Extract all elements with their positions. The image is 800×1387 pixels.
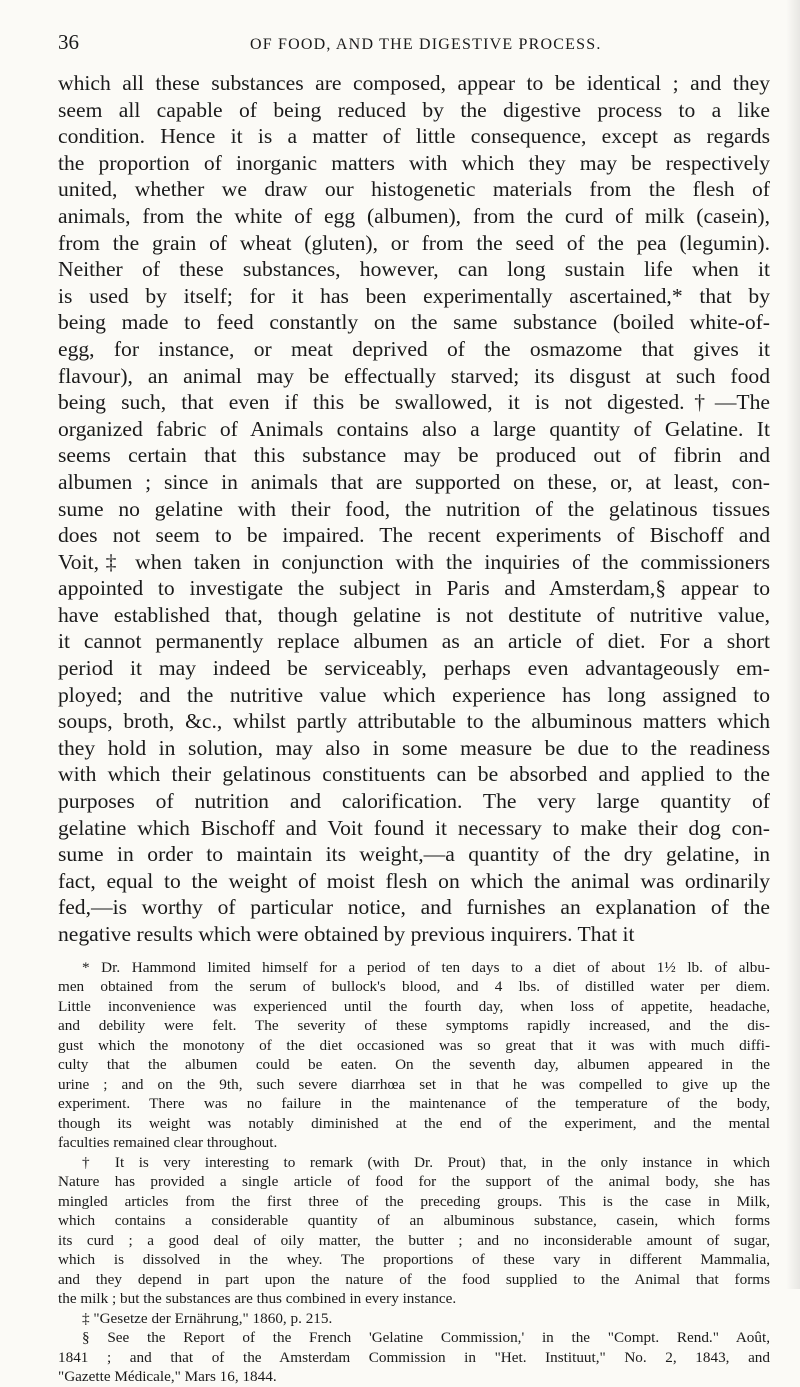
footnote-line: "Gazette Médicale," Mars 16, 1844. [58, 1368, 277, 1386]
body-line: being made to feed constantly on the same substance (boiled white-of- [58, 310, 770, 335]
body-line: united, whether we draw our histogenetic materials from the flesh of [58, 177, 770, 202]
footnote-line: ‡ "Gesetze der Ernährung," 1860, p. 215. [82, 1309, 333, 1327]
body-line: gelatine which Bischoff and Voit found it necessary to make their dog con- [58, 815, 770, 840]
body-line: sume in order to maintain its weight,—a quantity of the dry gelatine, in [58, 842, 770, 867]
body-line: seem all capable of being reduced by the digestive process to a like [58, 97, 770, 122]
body-line: animals, from the white of egg (albumen), from the curd of milk (casein), [58, 203, 770, 228]
body-line: Neither of these substances, however, can long sustain life when it [58, 257, 770, 282]
body-line: fact, equal to the weight of moist flesh on which the animal was ordinarily [58, 868, 770, 893]
body-line: they hold in solution, may also in some measure be due to the readiness [58, 735, 770, 760]
footnote-line: and they depend in part upon the nature of the food supplied to the Animal that forms [58, 1270, 770, 1288]
body-line: does not seem to be impaired. The recent experiments of Bischoff and [58, 523, 770, 548]
body-line: period it may indeed be serviceably, perhaps even advantageously em- [58, 656, 770, 681]
body-line: is used by itself; for it has been experimentally ascertained,* that by [58, 283, 770, 308]
footnote-line: which contains a considerable quantity of an albuminous substance, casein, which forms [58, 1212, 770, 1230]
footnote [58, 958, 770, 1153]
footnote [58, 1153, 770, 1309]
footnote-line: faculties remained clear throughout. [58, 1134, 278, 1152]
footnotes [58, 958, 770, 1387]
body-line: seems certain that this substance may be produced out of fibrin and [58, 443, 770, 468]
body-line: fed,—is worthy of particular notice, and furnishes an explanation of the [58, 895, 770, 920]
body-line: with which their gelatinous constituents can be absorbed and applied to the [58, 762, 770, 787]
running-head: OF FOOD, AND THE DIGESTIVE PROCESS. [250, 36, 602, 53]
footnote-line: † It is very interesting to remark (with Dr. Prout) that, in the only instance in which [82, 1153, 770, 1171]
body-line: have established that, though gelatine is not destitute of nutritive value, [58, 602, 770, 627]
footnote-line: its curd ; a good deal of oily matter, the butter ; and no inconsiderable amount of sugar, [58, 1231, 770, 1249]
body-line: from the grain of wheat (gluten), or from the seed of the pea (legumin). [58, 230, 770, 255]
body-line: organized fabric of Animals contains also a large quantity of Gelatine. It [58, 416, 770, 441]
footnote-line: and debility were felt. The severity of these symptoms rapidly increased, and the dis- [58, 1017, 770, 1035]
footnote-line: experiment. There was no failure in the maintenance of the temperature of the body, [58, 1095, 770, 1113]
page-edge-shadow [786, 0, 800, 1289]
footnote-line: Nature has provided a single article of food for the support of the animal body, she has [58, 1173, 770, 1191]
body-line: albumen ; since in animals that are supported on these, or, at least, con- [58, 469, 770, 494]
body-line: condition. Hence it is a matter of little consequence, except as regards [58, 124, 770, 149]
main-text [58, 70, 770, 948]
footnote-line: mingled articles from the first three of the preceding groups. This is the case in Milk, [58, 1192, 770, 1210]
footnote-line: urine ; and on the 9th, such severe diarrhœa set in that he was compelled to give up the [58, 1075, 770, 1093]
body-line: being such, that even if this be swallowed, it is not digested.†—The [58, 390, 770, 415]
footnote-line: which is dissolved in the whey. The proportions of these vary in different Mammalia, [58, 1251, 770, 1269]
body-line: it cannot permanently replace albumen as an article of diet. For a short [58, 629, 770, 654]
page-number: 36 [58, 30, 79, 54]
body-line: which all these substances are composed, appear to be identical ; and they [58, 71, 770, 95]
body-line: sume no gelatine with their food, the nutrition of the gelatinous tissues [58, 496, 770, 521]
footnote-line: though its weight was notably diminished at the end of the experiment, and the mental [58, 1114, 770, 1132]
footnote-line: the milk ; but the substances are thus combined in every instance. [58, 1290, 457, 1308]
body-line: negative results which were obtained by previous inquirers. That it [58, 922, 635, 946]
footnote-line: Little inconvenience was experienced until the fourth day, when loss of appetite, headache, [58, 997, 770, 1015]
footnote [58, 1309, 770, 1329]
body-line: soups, broth, &c., whilst partly attributable to the albuminous matters which [58, 709, 770, 734]
body-line: egg, for instance, or meat deprived of the osmazome that gives it [58, 336, 770, 361]
footnote-line: culty that the albumen could be eaten. On the seventh day, albumen appeared in the [58, 1056, 770, 1074]
book-page [58, 30, 770, 1387]
footnote-line: 1841 ; and that of the Amsterdam Commission in "Het. Instituut," No. 2, 1843, and [58, 1348, 770, 1366]
footnote [58, 1328, 770, 1387]
body-line: ployed; and the nutritive value which experience has long assigned to [58, 682, 770, 707]
body-line: Voit,‡ when taken in conjunction with the inquiries of the commissioners [58, 549, 770, 574]
body-line: the proportion of inorganic matters with which they may be respectively [58, 150, 770, 175]
body-line: purposes of nutrition and calorification. The very large quantity of [58, 789, 770, 814]
footnote-line: * Dr. Hammond limited himself for a period of ten days to a diet of about 1½ lb. of albu- [82, 958, 770, 976]
body-line: appointed to investigate the subject in Paris and Amsterdam,§ appear to [58, 576, 770, 601]
footnote-line: gust which the monotony of the diet occasioned was so great that it was with much diffi- [58, 1036, 770, 1054]
footnote-line: men obtained from the serum of bullock's blood, and 4 lbs. of distilled water per diem. [58, 978, 770, 996]
footnote-line: § See the Report of the French 'Gelatine Commission,' in the "Compt. Rend." Août, [82, 1329, 770, 1347]
body-line: flavour), an animal may be effectually starved; its disgust at such food [58, 363, 770, 388]
page-header [58, 30, 770, 70]
